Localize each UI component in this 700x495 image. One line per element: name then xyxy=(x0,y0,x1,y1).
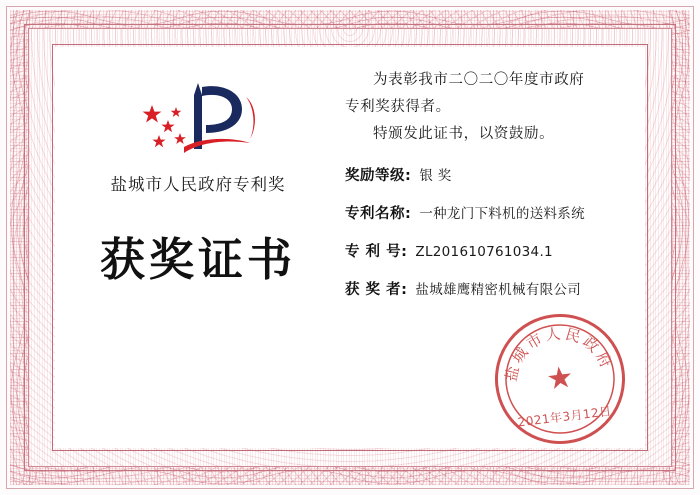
yancheng-patent-award-logo-icon xyxy=(132,77,264,161)
logo-svg xyxy=(132,77,264,161)
field-label-award-level: 奖励等级: xyxy=(345,168,412,185)
seal-date: 2021年3月12日 xyxy=(516,404,613,430)
certificate-right-column xyxy=(327,59,631,438)
intro-line-1: 为表彰我市二〇二〇年度市政府 xyxy=(373,72,585,88)
seal-arc-label: 盐城市人民政府 xyxy=(501,324,617,384)
field-row-patent-number xyxy=(345,240,631,261)
field-value-patent-name: 一种龙门下料机的送料系统 xyxy=(419,206,585,223)
certificate-left-column xyxy=(69,59,327,438)
field-value-awardee: 盐城雄鹰精密机械有限公司 xyxy=(415,282,582,299)
organization-name: 盐城市人民政府专利奖 xyxy=(110,175,286,194)
intro-line-3: 特颁发此证书，以资鼓励。 xyxy=(373,125,555,142)
field-row-award-level xyxy=(345,164,631,185)
certificate-content xyxy=(55,47,645,448)
field-value-patent-number: ZL201610761034.1 xyxy=(415,244,553,261)
field-row-awardee xyxy=(345,278,631,299)
certificate-title: 获奖证书 xyxy=(99,233,296,286)
field-label-patent-number: 专 利 号: xyxy=(345,244,408,261)
field-row-patent-name xyxy=(345,202,631,223)
field-label-patent-name: 专利名称: xyxy=(345,206,412,223)
official-red-seal xyxy=(488,307,633,452)
seal-star-icon: ★ xyxy=(544,359,576,398)
field-label-awardee: 获 奖 者: xyxy=(345,282,408,299)
intro-line-2: 专利奖获得者。 xyxy=(345,98,451,115)
field-value-award-level: 银 奖 xyxy=(419,168,452,185)
